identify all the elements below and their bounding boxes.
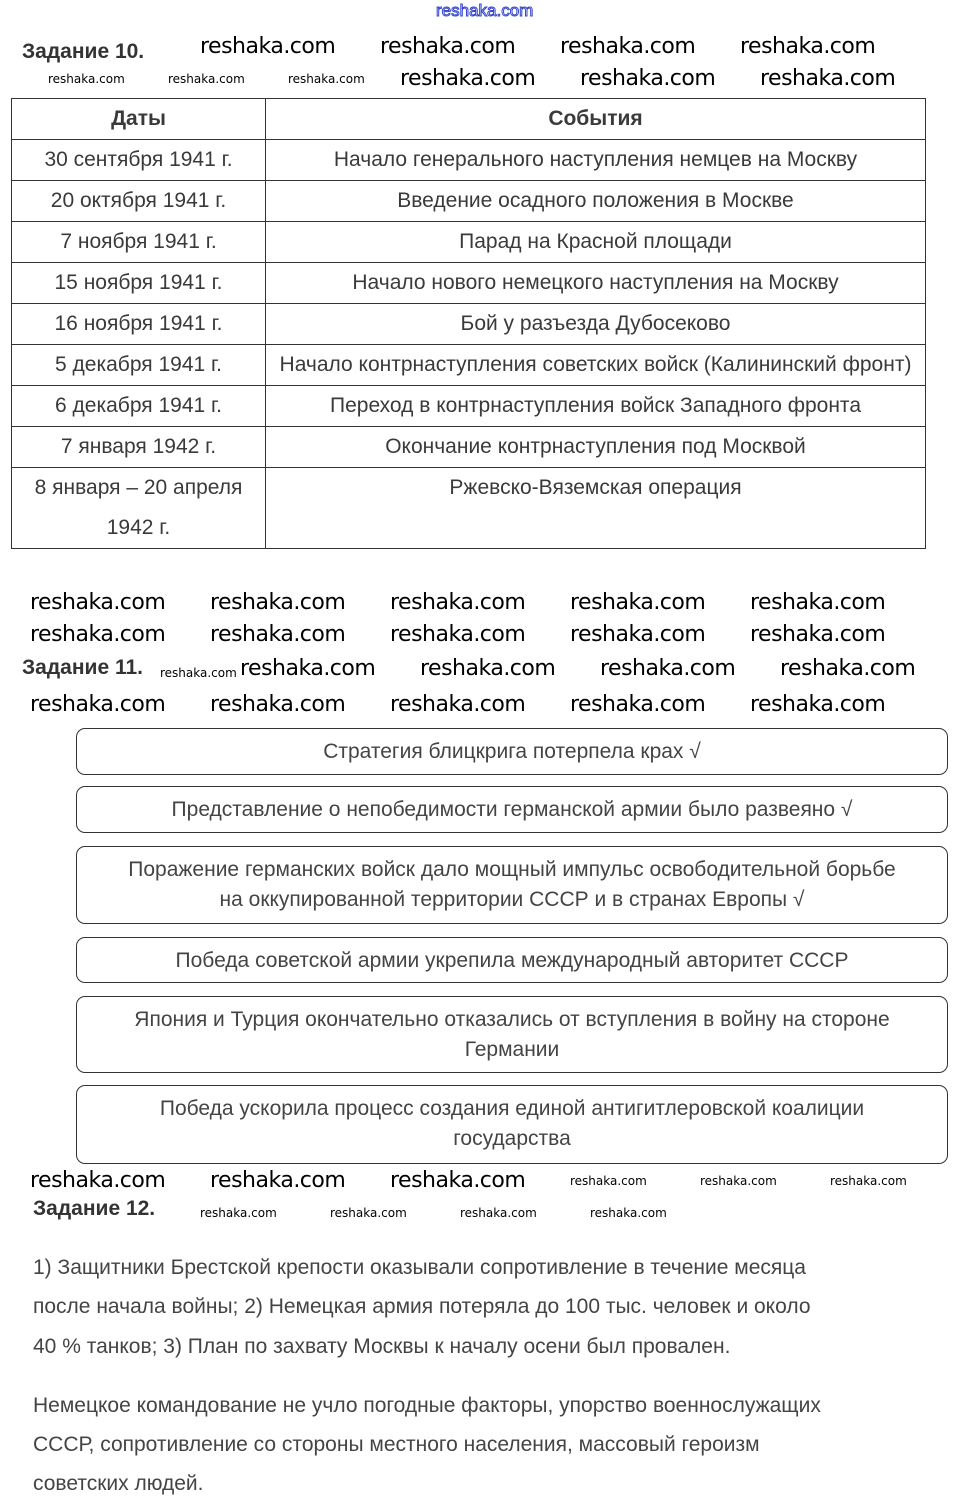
table-row: [12, 427, 926, 468]
watermark: reshaka.com: [30, 1168, 166, 1193]
watermark: reshaka.com: [420, 656, 556, 681]
watermark: reshaka.com: [580, 66, 716, 91]
watermark: reshaka.com: [590, 1206, 667, 1220]
answer-line: Немецкое командование не учло погодные факторы, упорство военнослужащих: [33, 1394, 821, 1417]
watermark: reshaka.com: [830, 1174, 907, 1188]
date-cell: 5 декабря 1941 г.: [12, 345, 266, 386]
table-row: [12, 468, 926, 549]
event-cell: Окончание контрнаступления под Москвой: [266, 427, 926, 468]
header-events: События: [266, 99, 926, 140]
watermark: reshaka.com: [240, 656, 376, 681]
statement-box: [76, 937, 948, 983]
table-row: [12, 222, 926, 263]
task12-title: Задание 12.: [33, 1197, 156, 1220]
statement-text: Победа ускорила процесс создания единой антигитлеровской коалиции государства: [159, 1097, 865, 1150]
event-cell: Начало нового немецкого наступления на Москву: [266, 263, 926, 304]
table-row: [12, 304, 926, 345]
date-cell: 30 сентября 1941 г.: [12, 140, 266, 181]
date-cell: 7 ноября 1941 г.: [12, 222, 266, 263]
table-row: [12, 140, 926, 181]
watermark: reshaka.com: [700, 1174, 777, 1188]
task10-title: Задание 10.: [22, 40, 145, 63]
watermark: reshaka.com: [570, 1174, 647, 1188]
watermark: reshaka.com: [330, 1206, 407, 1220]
watermark: reshaka.com: [460, 1206, 537, 1220]
watermark: reshaka.com: [400, 66, 536, 91]
watermark: reshaka.com: [160, 666, 237, 680]
watermark: reshaka.com: [390, 1168, 526, 1193]
site-logo[interactable]: reshaka.com: [436, 1, 534, 20]
watermark: reshaka.com: [210, 1168, 346, 1193]
watermark: reshaka.com: [750, 590, 886, 615]
statement-box: [76, 728, 948, 775]
statement-text: Поражение германских войск дало мощный импульс освободительной борьбе на оккупированной территории СССР и в странах Европы √: [128, 858, 896, 911]
watermark: reshaka.com: [760, 66, 896, 91]
table-row: [12, 345, 926, 386]
watermark: reshaka.com: [570, 590, 706, 615]
answer-line: 1) Защитники Брестской крепости оказывали сопротивление в течение месяца: [33, 1256, 806, 1279]
watermark: reshaka.com: [30, 692, 166, 717]
watermark: reshaka.com: [168, 72, 245, 86]
statement-box: [76, 846, 948, 924]
watermark: reshaka.com: [200, 1206, 277, 1220]
date-cell: 16 ноября 1941 г.: [12, 304, 266, 345]
watermark: reshaka.com: [780, 656, 916, 681]
watermark: reshaka.com: [48, 72, 125, 86]
header-dates: Даты: [12, 99, 266, 140]
watermark: reshaka.com: [390, 692, 526, 717]
statement-text: Стратегия блицкрига потерпела крах √: [323, 740, 701, 763]
watermark: reshaka.com: [570, 692, 706, 717]
watermark: reshaka.com: [210, 590, 346, 615]
event-cell: Начало контрнаступления советских войск (Калининский фронт): [266, 345, 926, 386]
date-cell: 8 января – 20 апреля 1942 г.: [12, 468, 266, 549]
table-row: [12, 386, 926, 427]
table-row: [12, 263, 926, 304]
watermark: reshaka.com: [390, 622, 526, 647]
watermark: reshaka.com: [570, 622, 706, 647]
statement-box: [76, 786, 948, 833]
watermark: reshaka.com: [210, 692, 346, 717]
event-cell: Переход в контрнаступления войск Западного фронта: [266, 386, 926, 427]
task11-title: Задание 11.: [22, 656, 143, 679]
statement-box: [76, 996, 948, 1073]
date-cell: 7 января 1942 г.: [12, 427, 266, 468]
watermark: reshaka.com: [200, 34, 336, 59]
dates-table: [11, 98, 926, 549]
event-cell: Ржевско-Вяземская операция: [266, 468, 926, 549]
date-cell: 20 октября 1941 г.: [12, 181, 266, 222]
answer-line: 40 % танков; 3) План по захвату Москвы к началу осени был провален.: [33, 1335, 731, 1358]
date-cell: 6 декабря 1941 г.: [12, 386, 266, 427]
watermark: reshaka.com: [288, 72, 365, 86]
statement-box: [76, 1085, 948, 1164]
event-cell: Начало генерального наступления немцев на Москву: [266, 140, 926, 181]
date-cell: 15 ноября 1941 г.: [12, 263, 266, 304]
table-row: [12, 181, 926, 222]
watermark: reshaka.com: [750, 692, 886, 717]
watermark: reshaka.com: [750, 622, 886, 647]
answer-line: СССР, сопротивление со стороны местного населения, массовый героизм: [33, 1433, 760, 1456]
answer-line: после начала войны; 2) Немецкая армия потеряла до 100 тыс. человек и около: [33, 1295, 811, 1318]
statement-text: Япония и Турция окончательно отказались от вступления в войну на стороне Германии: [134, 1008, 890, 1061]
statement-text: Победа советской армии укрепила международный авторитет СССР: [175, 949, 849, 972]
watermark: reshaka.com: [30, 590, 166, 615]
watermark: reshaka.com: [210, 622, 346, 647]
table-header: [12, 99, 926, 140]
event-cell: Парад на Красной площади: [266, 222, 926, 263]
watermark: reshaka.com: [740, 34, 876, 59]
answer-line: советских людей.: [33, 1472, 204, 1495]
watermark: reshaka.com: [390, 590, 526, 615]
watermark: reshaka.com: [600, 656, 736, 681]
statement-text: Представление о непобедимости германской армии было развеяно √: [171, 798, 853, 821]
event-cell: Введение осадного положения в Москве: [266, 181, 926, 222]
watermark: reshaka.com: [380, 34, 516, 59]
watermark: reshaka.com: [560, 34, 696, 59]
event-cell: Бой у разъезда Дубосеково: [266, 304, 926, 345]
watermark: reshaka.com: [30, 622, 166, 647]
